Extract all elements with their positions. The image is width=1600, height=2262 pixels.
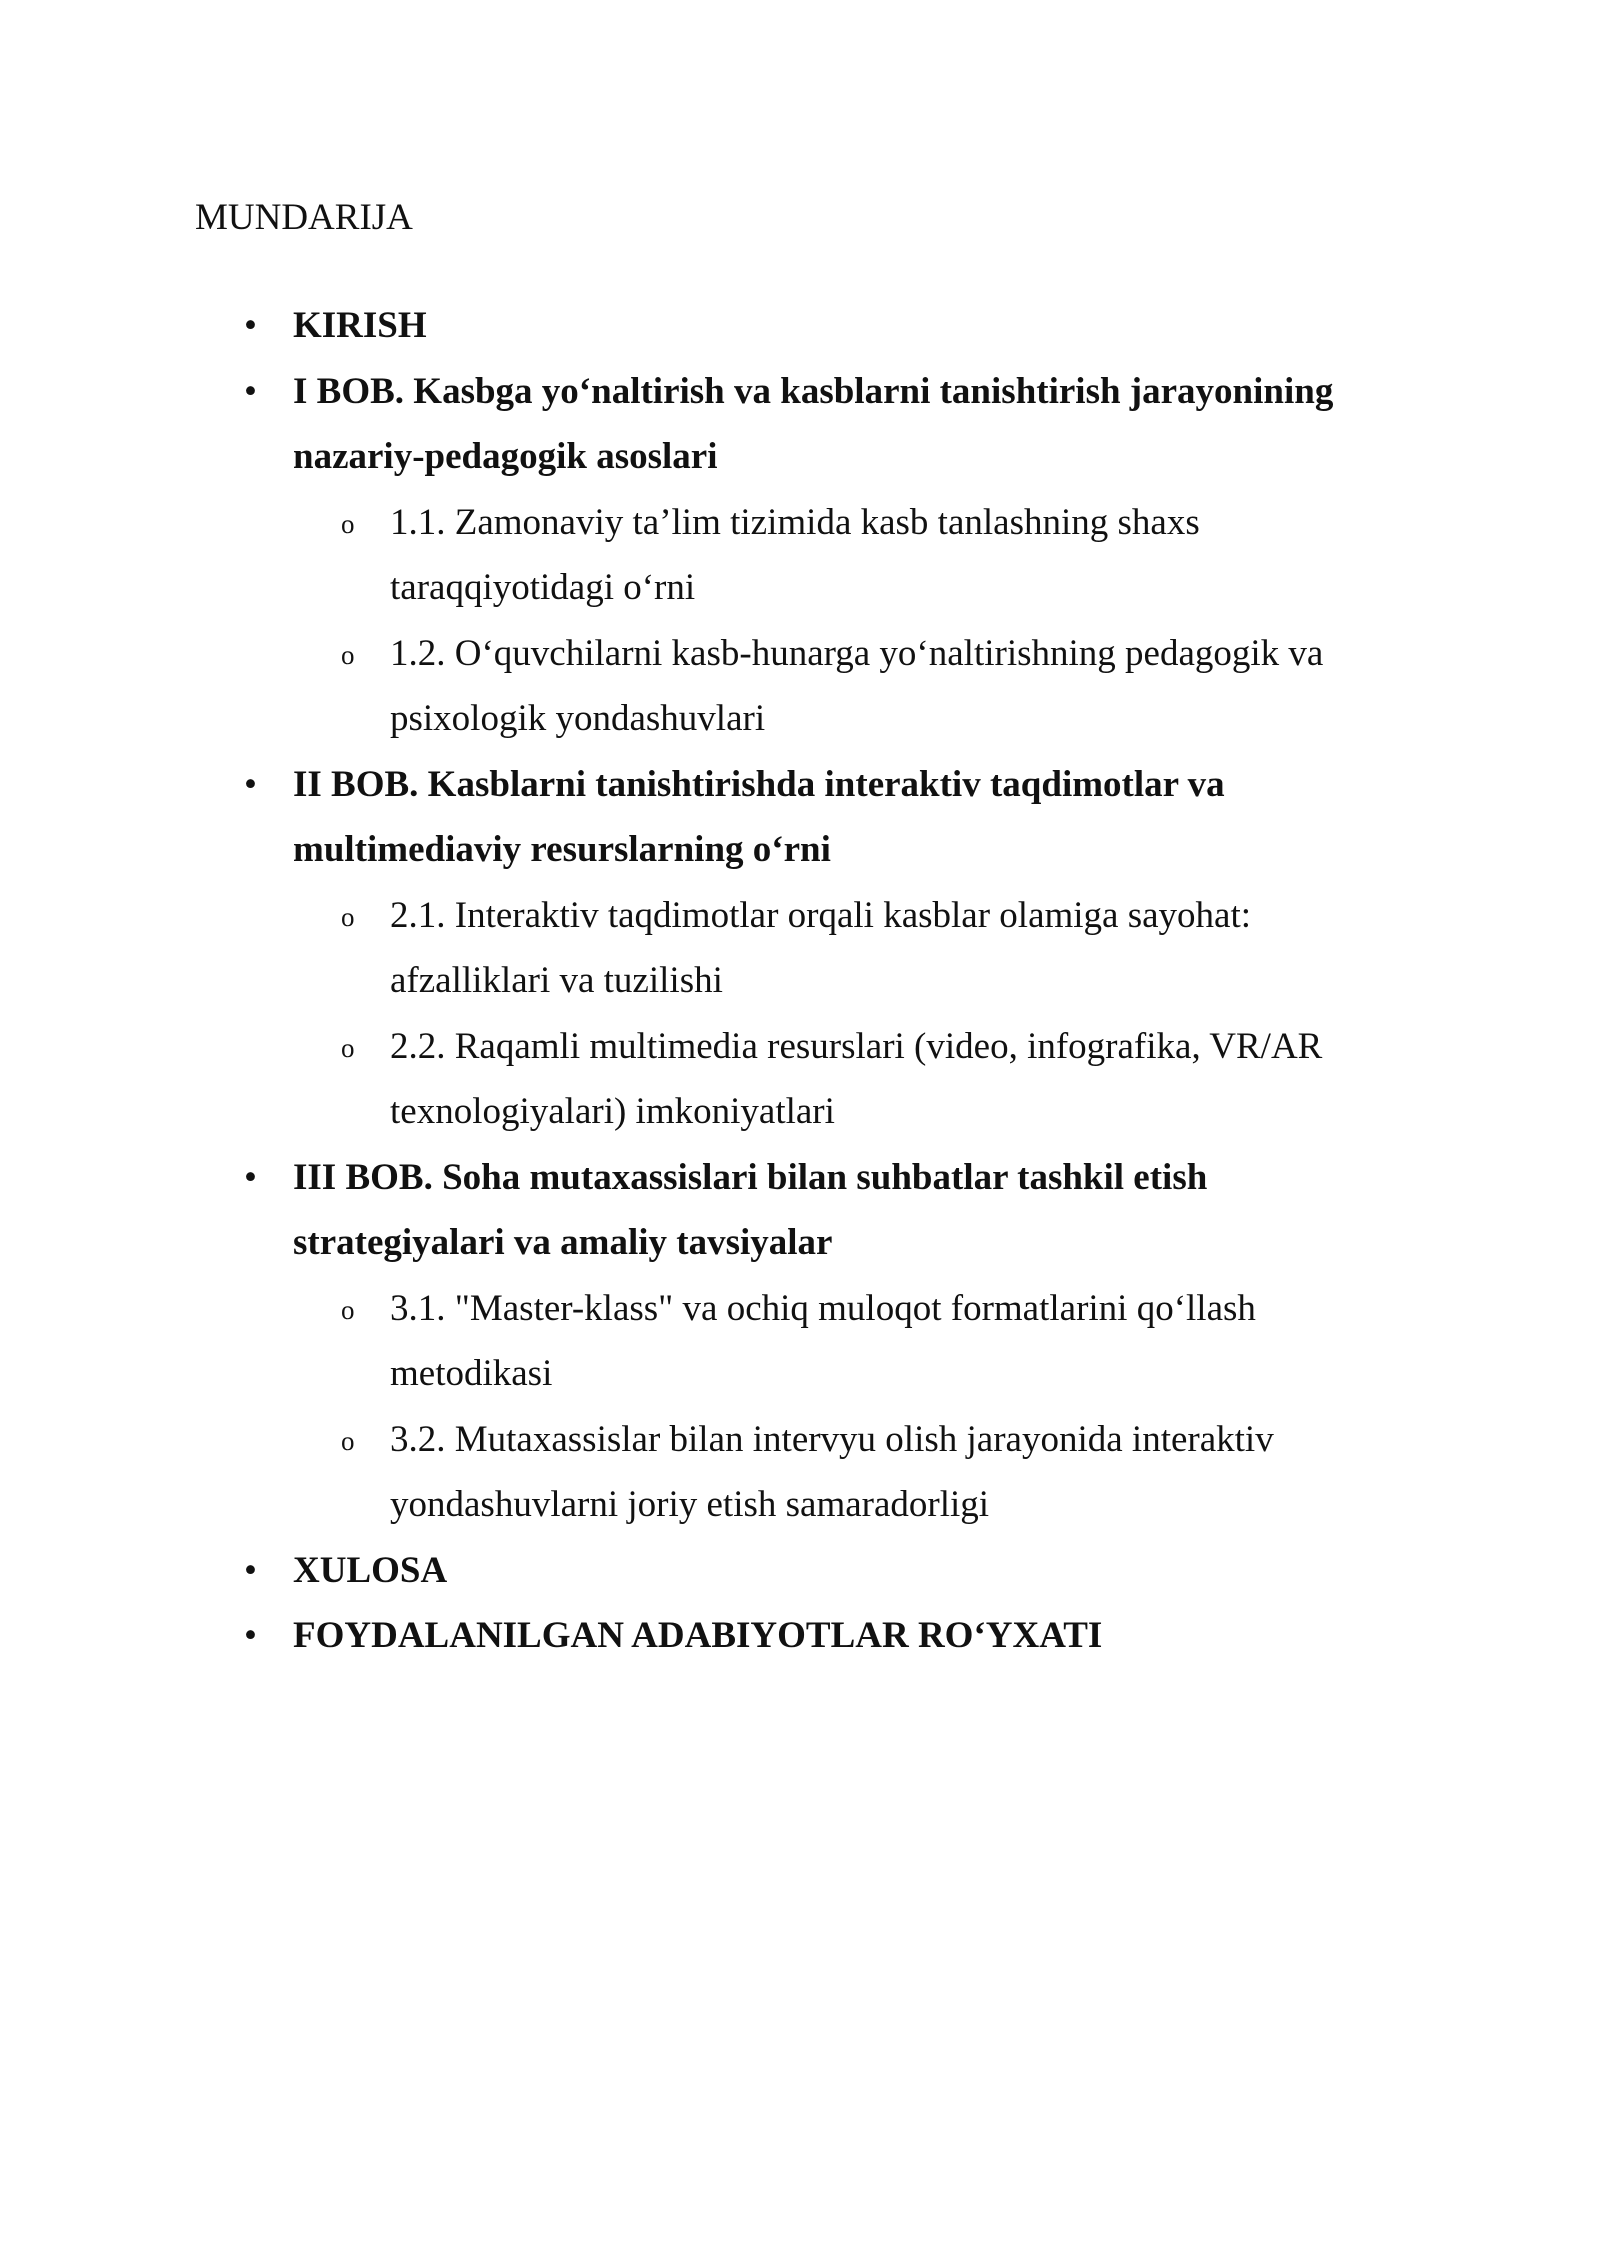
- bullet-icon: •: [244, 1156, 257, 1198]
- toc-sublist: [293, 490, 1383, 752]
- bullet-icon: •: [244, 1615, 257, 1656]
- toc-subitem-label: 3.2. Mutaxassislar bilan intervyu olish jarayonida interaktiv yondashuvlarni joriy etish samaradorligi: [390, 1418, 1274, 1525]
- toc-subitem-2-1: [293, 883, 1390, 1014]
- toc-subitem-label: 2.2. Raqamli multimedia resurslari (video, infografika, VR/AR texnologiyalari) imkoniyatlari: [390, 1025, 1323, 1132]
- toc-item-chapter-2: [0, 752, 1383, 1145]
- bullet-icon: •: [244, 1549, 257, 1591]
- toc-item-label: I BOB. Kasbga yo‘naltirish va kasblarni tanishtirish jarayonining nazariy-pedagogik asoslari: [293, 370, 1334, 477]
- toc-subitem-3-2: [293, 1407, 1390, 1538]
- circle-bullet-icon: o: [341, 1032, 355, 1063]
- circle-bullet-icon: o: [341, 901, 355, 932]
- toc-item-kirish: [0, 293, 1383, 359]
- toc-item-chapter-1: [0, 359, 1383, 752]
- table-of-contents: [0, 293, 1600, 1669]
- toc-item-xulosa: [0, 1538, 1383, 1604]
- toc-item-label: II BOB. Kasblarni tanishtirishda interaktiv taqdimotlar va multimediaviy resurslarning o‘rni: [293, 763, 1225, 870]
- toc-subitem-2-2: [293, 1014, 1390, 1145]
- toc-item-chapter-3: [0, 1145, 1383, 1538]
- circle-bullet-icon: o: [341, 1294, 355, 1325]
- bullet-icon: •: [244, 763, 257, 805]
- toc-subitem-1-1: [293, 490, 1390, 621]
- toc-subitem-1-2: [293, 621, 1390, 752]
- toc-subitem-label: 1.2. O‘quvchilarni kasb-hunarga yo‘naltirishning pedagogik va psixologik yondashuvlari: [390, 632, 1324, 739]
- toc-item-references: [0, 1603, 1383, 1669]
- toc-subitem-3-1: [293, 1276, 1390, 1407]
- toc-subitem-label: 1.1. Zamonaviy ta’lim tizimida kasb tanlashning shaxs taraqqiyotidagi o‘rni: [390, 501, 1200, 608]
- circle-bullet-icon: o: [341, 639, 355, 670]
- circle-bullet-icon: o: [341, 508, 355, 539]
- circle-bullet-icon: o: [341, 1425, 355, 1456]
- toc-sublist: [293, 1276, 1383, 1538]
- toc-subitem-label: 2.1. Interaktiv taqdimotlar orqali kasblar olamiga sayohat: afzalliklari va tuzilishi: [390, 894, 1252, 1001]
- toc-item-label: KIRISH: [293, 305, 427, 346]
- toc-item-label: XULOSA: [293, 1549, 448, 1591]
- toc-sublist: [293, 883, 1383, 1145]
- toc-subitem-label: 3.1. "Master-klass" va ochiq muloqot formatlarini qo‘llash metodikasi: [390, 1287, 1256, 1394]
- toc-item-label: III BOB. Soha mutaxassislari bilan suhbatlar tashkil etish strategiyalari va amaliy tavsiyalar: [293, 1156, 1208, 1263]
- page-title: MUNDARIJA: [195, 197, 413, 238]
- bullet-icon: •: [244, 305, 257, 346]
- bullet-icon: •: [244, 370, 257, 412]
- toc-item-label: FOYDALANILGAN ADABIYOTLAR RO‘YXATI: [293, 1615, 1103, 1656]
